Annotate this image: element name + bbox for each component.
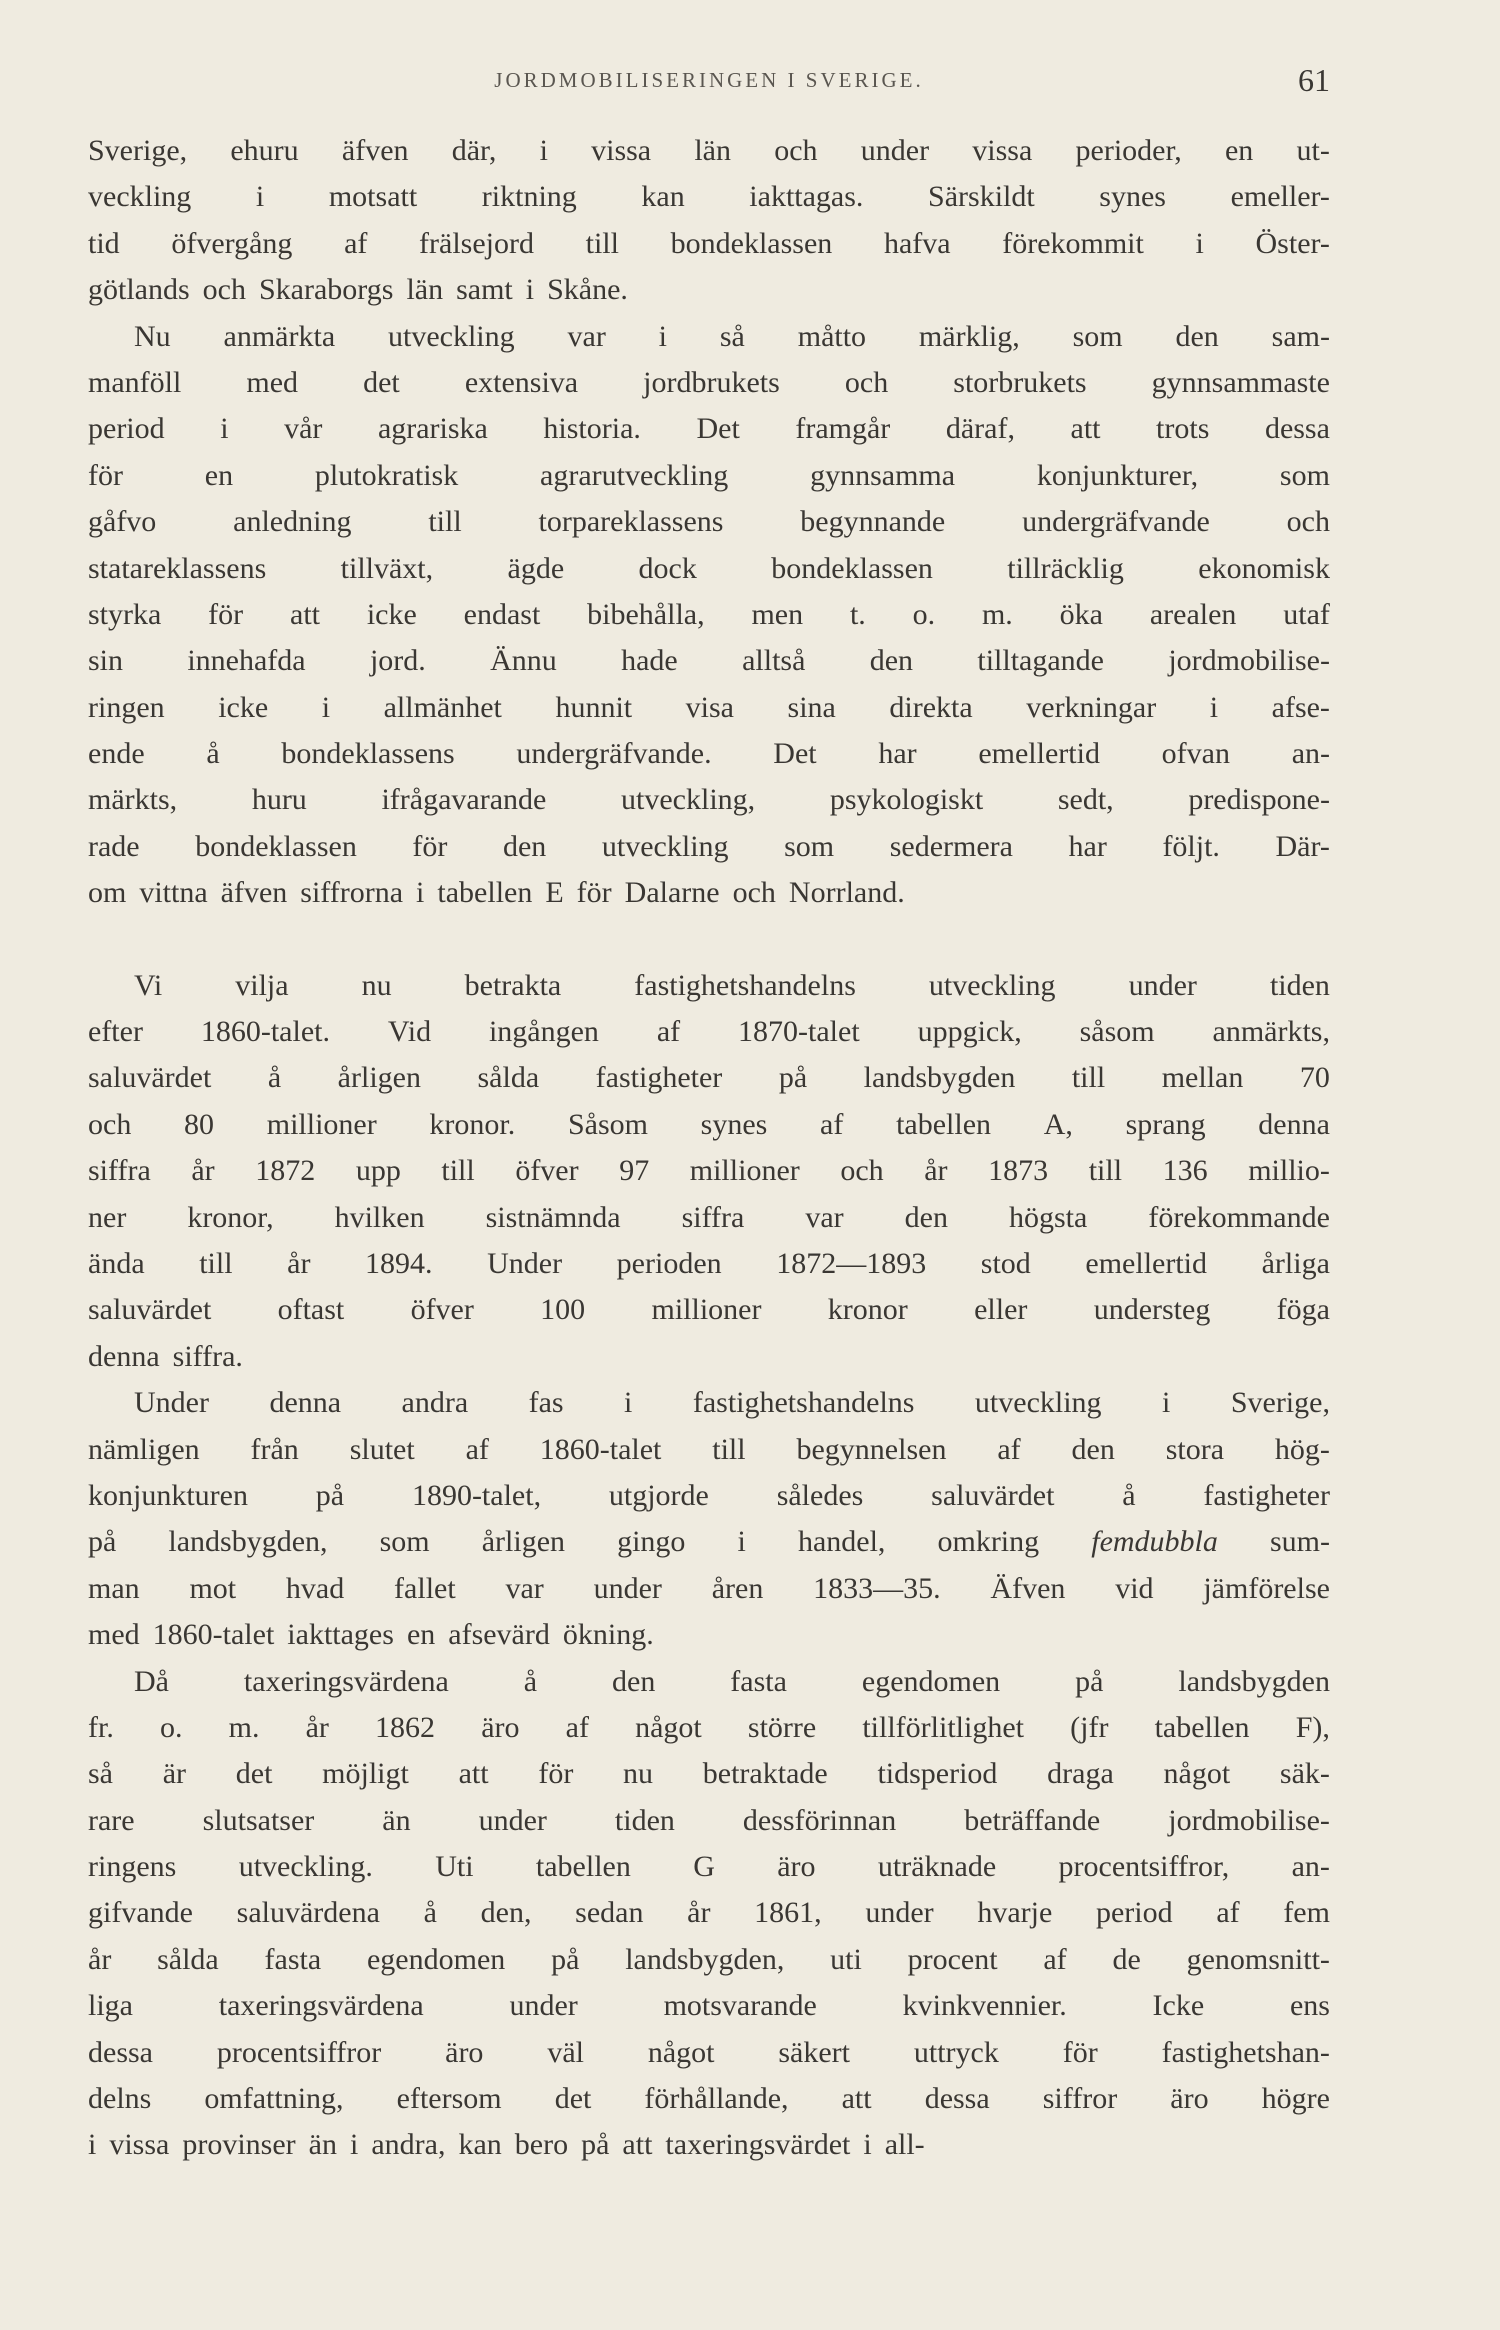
paragraph xyxy=(88,963,1330,1381)
text-line: gifvande saluvärdena å den, sedan år 1861, under hvarje period af fem xyxy=(88,1896,1330,1930)
text-line: efter 1860-talet. Vid ingången af 1870-talet uppgick, såsom anmärkts, xyxy=(88,1015,1330,1049)
text-line: ringens utveckling. Uti tabellen G äro uträknade procentsiffror, an- xyxy=(88,1850,1330,1884)
text-line: rare slutsatser än under tiden dessförinnan beträffande jordmobilise- xyxy=(88,1803,1330,1837)
text-line: saluvärdet å årligen sålda fastigheter på landsbygden till mellan 70 xyxy=(88,1061,1330,1095)
text-line: sin innehafda jord. Ännu hade alltså den tilltagande jordmobilise- xyxy=(88,644,1330,678)
text-line: statareklassens tillväxt, ägde dock bondeklassen tillräcklig ekonomisk xyxy=(88,551,1330,585)
running-title: JORDMOBILISERINGEN I SVERIGE. xyxy=(494,68,924,92)
text-line: i vissa provinser än i andra, kan bero på att taxeringsvärdet i all- xyxy=(88,2128,925,2162)
text-line: på landsbygden, som årligen gingo i handel, omkring femdubbla sum- xyxy=(88,1525,1330,1559)
paragraph xyxy=(88,1380,1330,1658)
text-line: Då taxeringsvärdena å den fasta egendomen på landsbygden xyxy=(134,1664,1330,1698)
text-line: man mot hvad fallet var under åren 1833—35. Äfven vid jämförelse xyxy=(88,1571,1330,1605)
text-line: styrka för att icke endast bibehålla, men t. o. m. öka arealen utaf xyxy=(88,597,1330,631)
text-line: gåfvo anledning till torpareklassens begynnande undergräfvande och xyxy=(88,505,1330,539)
text-line: ende å bondeklassens undergräfvande. Det har emellertid ofvan an- xyxy=(88,737,1330,771)
text-line: denna siffra. xyxy=(88,1339,243,1373)
paragraph xyxy=(88,1659,1330,2169)
text-line: Under denna andra fas i fastighetshandelns utveckling i Sverige, xyxy=(134,1386,1330,1420)
text-line: dessa procentsiffror äro väl något säkert uttryck för fastighetshan- xyxy=(88,2035,1330,2069)
text-line: och 80 millioner kronor. Såsom synes af tabellen A, sprang denna xyxy=(88,1107,1330,1141)
text-line: rade bondeklassen för den utveckling som sedermera har följt. Där- xyxy=(88,829,1330,863)
text-line: veckling i motsatt riktning kan iakttagas. Särskildt synes emeller- xyxy=(88,180,1330,214)
text-line: ringen icke i allmänhet hunnit visa sina direkta verkningar i afse- xyxy=(88,690,1330,724)
text-line: ända till år 1894. Under perioden 1872—1893 stod emellertid årliga xyxy=(88,1246,1330,1280)
body-text xyxy=(88,128,1330,2169)
text-line: period i vår agrariska historia. Det framgår däraf, att trots dessa xyxy=(88,412,1330,446)
text-line: tid öfvergång af frälsejord till bondeklassen hafva förekommit i Öster- xyxy=(88,226,1330,260)
text-line: siffra år 1872 upp till öfver 97 millioner och år 1873 till 136 millio- xyxy=(88,1154,1330,1188)
text-line: så är det möjligt att för nu betraktade tidsperiod draga något säk- xyxy=(88,1757,1330,1791)
text-line: delns omfattning, eftersom det förhållande, att dessa siffror äro högre xyxy=(88,2082,1330,2116)
page-number: 61 xyxy=(1298,62,1330,98)
text-line: år sålda fasta egendomen på landsbygden, uti procent af de genomsnitt- xyxy=(88,1942,1330,1976)
text-line: Vi vilja nu betrakta fastighetshandelns utveckling under tiden xyxy=(134,968,1330,1002)
paragraph xyxy=(88,128,1330,314)
text-line: fr. o. m. år 1862 äro af något större tillförlitlighet (jfr tabellen F), xyxy=(88,1710,1330,1744)
text-line: för en plutokratisk agrarutveckling gynnsamma konjunkturer, som xyxy=(88,458,1330,492)
text-line: med 1860-talet iakttages en afsevärd ökning. xyxy=(88,1618,654,1652)
paragraph-gap xyxy=(88,917,1330,963)
text-line: konjunkturen på 1890-talet, utgjorde således saluvärdet å fastigheter xyxy=(88,1478,1330,1512)
text-line: liga taxeringsvärdena under motsvarande kvinkvennier. Icke ens xyxy=(88,1989,1330,2023)
text-line: Sverige, ehuru äfven där, i vissa län och under vissa perioder, en ut- xyxy=(88,134,1330,167)
text-line: saluvärdet oftast öfver 100 millioner kronor eller understeg föga xyxy=(88,1293,1330,1327)
paragraph xyxy=(88,314,1330,917)
running-head xyxy=(88,62,1330,102)
text-line: götlands och Skaraborgs län samt i Skåne. xyxy=(88,273,628,307)
text-line: manföll med det extensiva jordbrukets och storbrukets gynnsammaste xyxy=(88,365,1330,399)
text-line: nämligen från slutet af 1860-talet till begynnelsen af den stora hög- xyxy=(88,1432,1330,1466)
text-line: om vittna äfven siffrorna i tabellen E för Dalarne och Norrland. xyxy=(88,876,905,910)
text-line: märkts, huru ifrågavarande utveckling, psykologiskt sedt, predispone- xyxy=(88,783,1330,817)
text-line: ner kronor, hvilken sistnämnda siffra var den högsta förekommande xyxy=(88,1200,1330,1234)
text-line: Nu anmärkta utveckling var i så måtto märklig, som den sam- xyxy=(134,319,1330,353)
